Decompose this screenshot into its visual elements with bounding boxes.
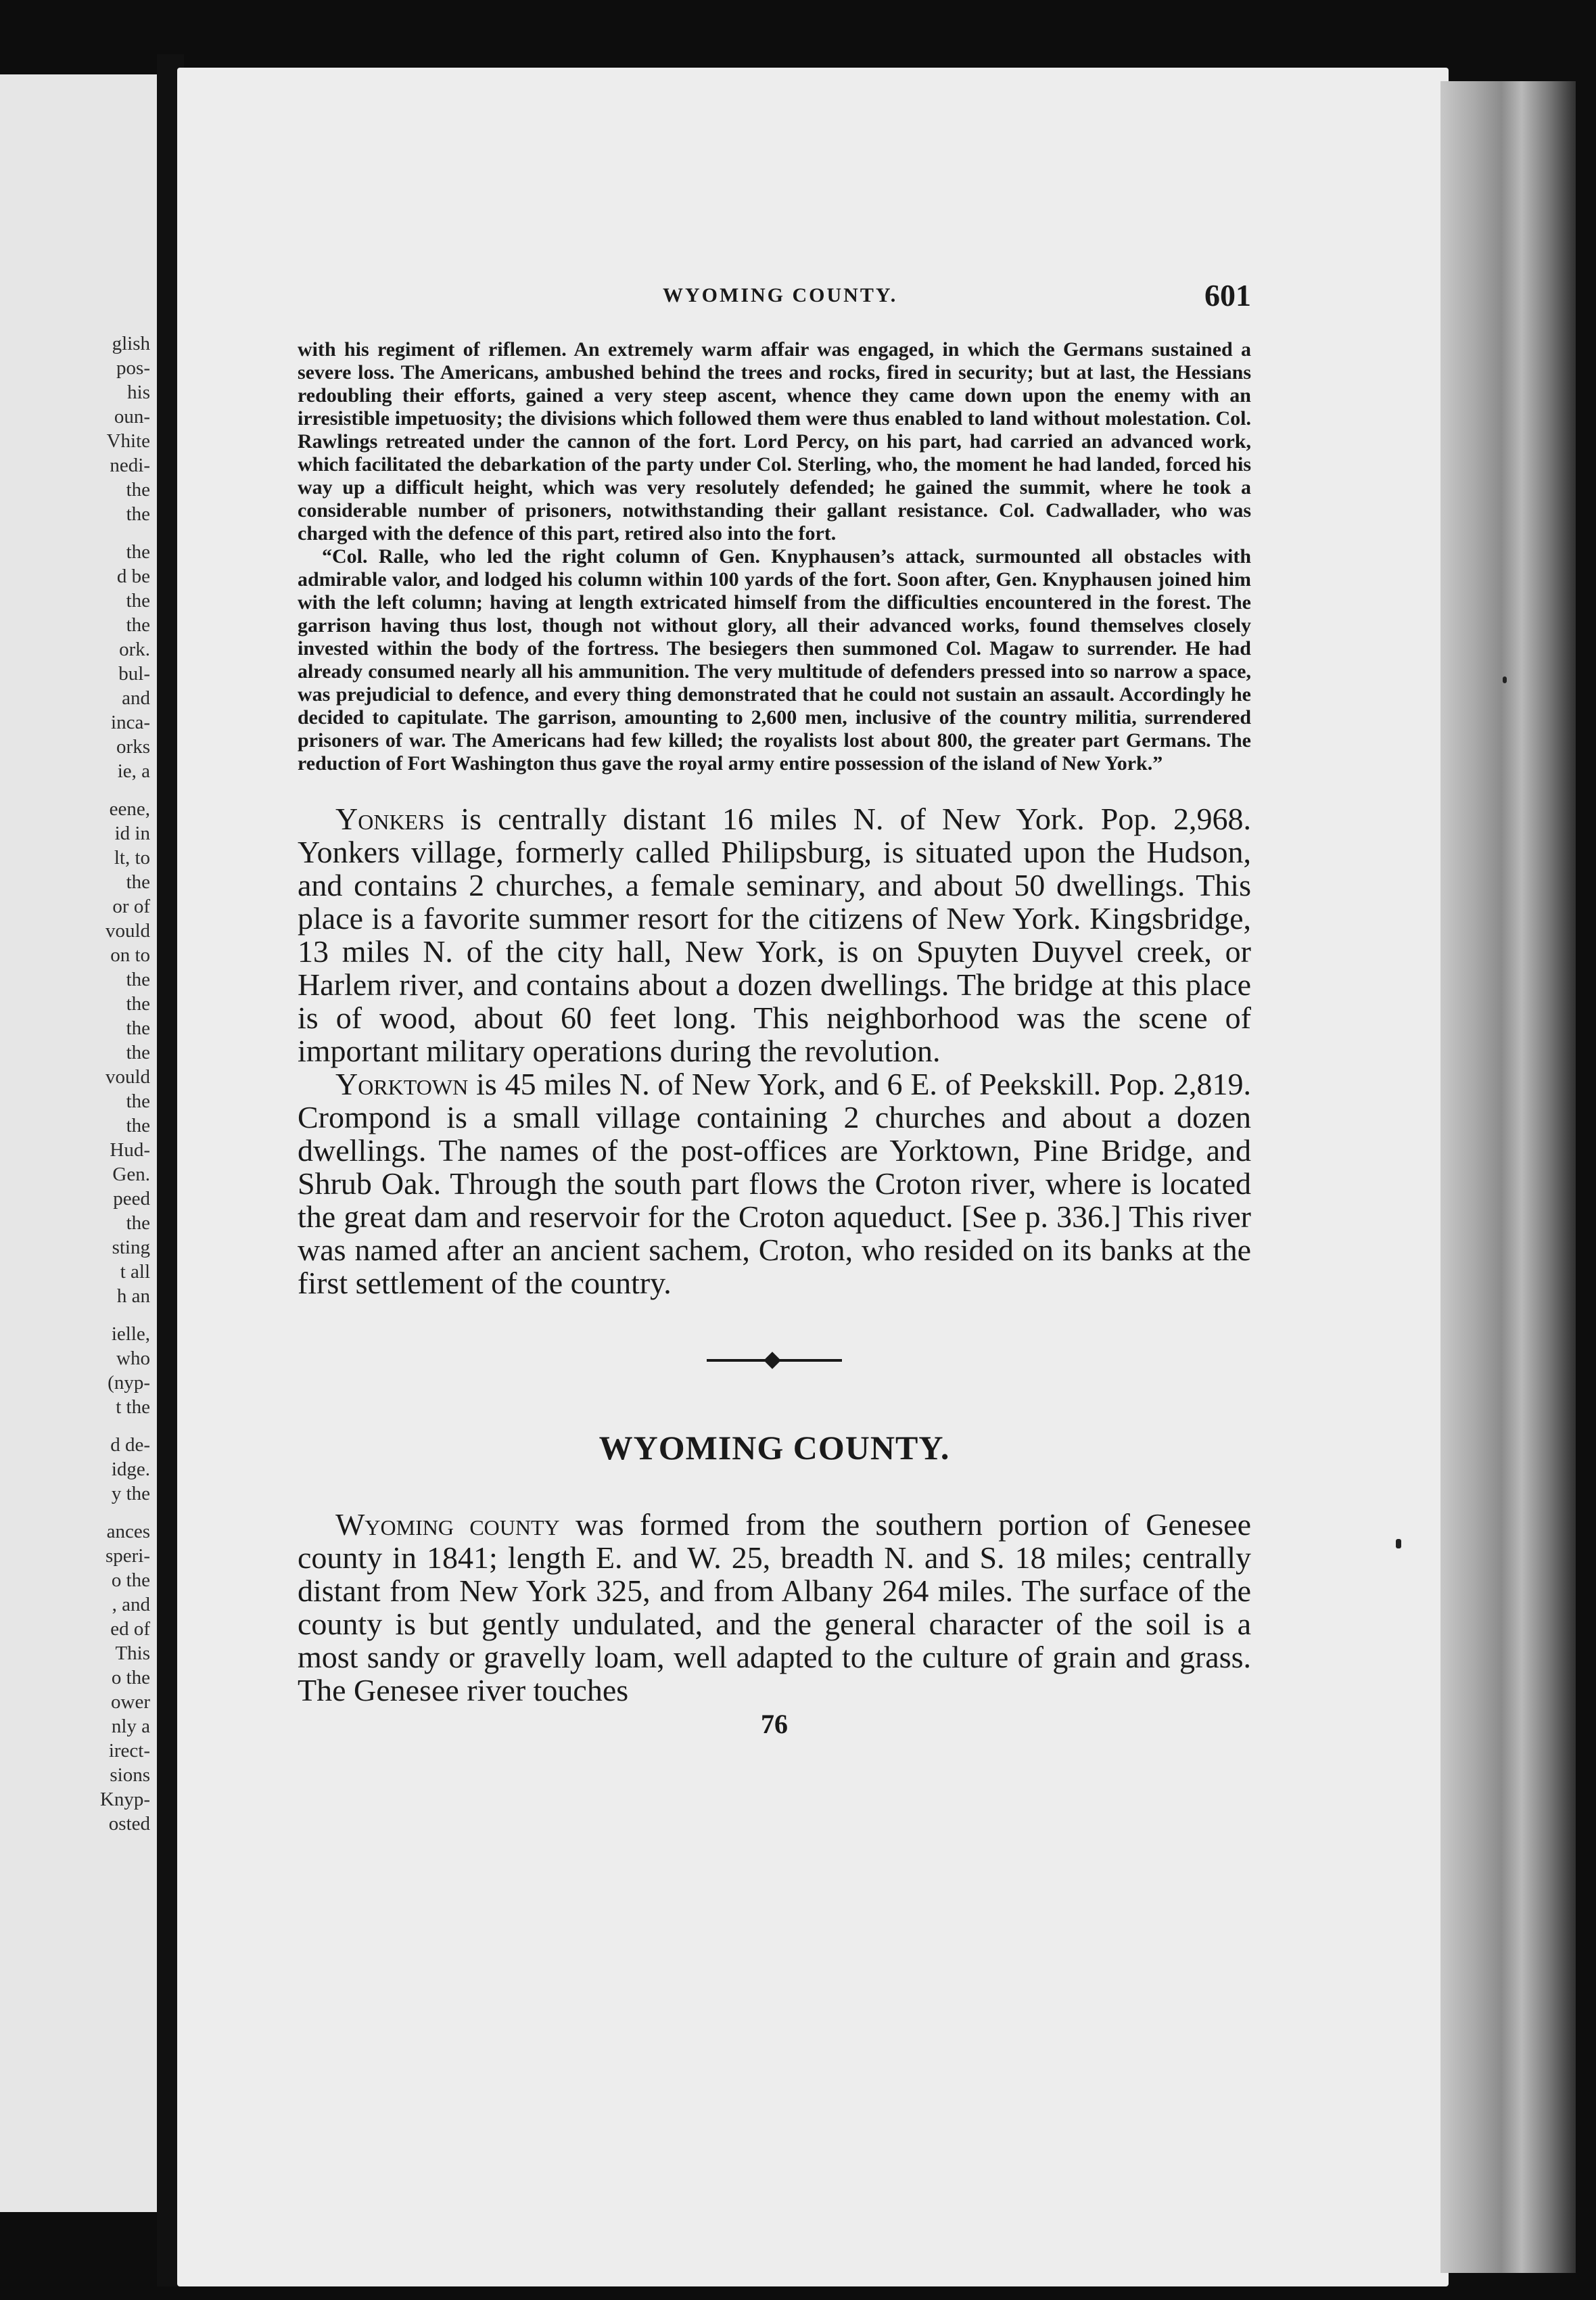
- left-page-fragment: irect-: [108, 1740, 150, 1762]
- left-page-fragment: the: [126, 1212, 150, 1234]
- left-page-fragment: the: [126, 614, 150, 636]
- left-page-fragment: the: [126, 541, 150, 563]
- left-page-fragment: vould: [105, 1066, 150, 1088]
- section-title: WYOMING COUNTY.: [598, 1429, 950, 1467]
- left-page: [0, 74, 157, 2212]
- yorktown-text: is 45 miles N. of New York, and 6 E. of Peekskill. Pop. 2,819. Crompond is a small village containing 2 churches and about a dozen dwellings. The names of the post-offices are Yorktown, Pine Bridge, and Shrub Oak. Through the south part flows the Croton river, where is located the great dam and reservoir for the Croton aqueduct. [See p. 336.] This river was named after an ancient sachem, Croton, who resided on its banks at the first settlement of the country.: [298, 1067, 1251, 1300]
- left-page-fragment: lt, to: [114, 847, 150, 869]
- quote-paragraph-2: “Col. Ralle, who led the right column of Gen. Knyphausen’s attack, surmounted all obstacles with admirable valor, and lodged his column within 100 yards of the fort. Soon after, Gen. Knyphausen joined him with the left column; having at length extricated himself from the difficulties encountered in the forest. The garrison having thus lost, though not without glory, all their advanced works, found themselves closely invested within the body of the fortress. The besiegers then summoned Col. Magaw to surrender. He had already consumed nearly all his ammunition. The very multitude of defenders pressed into so narrow a space, was prejudicial to defence, and every thing demonstrated that he could not sustain an assault. Accordingly he decided to capitulate. The garrison, amounting to 2,600 men, inclusive of the country militia, surrendered prisoners of war. The Americans had few killed; the royalists lost about 800, the greater part Germans. The reduction of Fort Washington thus gave the royal army entire possession of the island of New York.”: [298, 545, 1251, 775]
- left-page-fragment: the: [126, 590, 150, 612]
- left-page-fragment: speri-: [105, 1545, 150, 1567]
- left-page-fragment: sting: [112, 1237, 150, 1258]
- left-page-fragment: (nyp-: [108, 1372, 150, 1394]
- running-head-title: WYOMING COUNTY.: [663, 284, 898, 306]
- left-page-fragment: This: [115, 1642, 150, 1664]
- left-page-fragment: and: [122, 687, 150, 709]
- section-divider: [707, 1347, 842, 1374]
- left-page-fragment: t the: [116, 1396, 150, 1418]
- running-head: [298, 277, 1251, 325]
- wyoming-paragraph: [298, 1508, 1251, 1707]
- left-page-fragment: the: [126, 993, 150, 1015]
- signature-mark: 76: [761, 1709, 788, 1739]
- left-page-fragment: bul-: [118, 663, 150, 685]
- left-page-fragment: who: [116, 1348, 150, 1369]
- left-page-fragment: his: [127, 382, 150, 403]
- left-page-fragment: Gen.: [112, 1164, 150, 1185]
- left-page-fragment: eene,: [109, 798, 150, 820]
- left-page-fragment: the: [126, 969, 150, 990]
- yonkers-lead: Yonkers: [335, 802, 445, 836]
- left-page-fragment: ork.: [119, 639, 150, 660]
- left-page-fragment: Vhite: [106, 430, 150, 452]
- page-number: 601: [1204, 278, 1251, 313]
- left-page-fragment: the: [126, 479, 150, 501]
- left-page-fragment: , and: [112, 1594, 150, 1615]
- wyoming-text: was formed from the southern portion of Genesee county in 1841; length E. and W. 25, breadth N. and S. 18 miles; centrally distant from New York 325, and from Albany 264 miles. The surface of the county is but gently undulated, and the general character of the soil is a most sandy or gravelly loam, well adapted to the culture of grain and grass. The Genesee river touches: [298, 1507, 1252, 1707]
- left-page-fragment: t all: [120, 1261, 150, 1283]
- left-page-fragment: idge.: [111, 1458, 150, 1480]
- left-page-fragment: the: [126, 1115, 150, 1136]
- page-speck: [1396, 1539, 1401, 1548]
- page-speck: [1503, 676, 1507, 683]
- page-content: [298, 277, 1251, 1740]
- quote-paragraph-1: with his regiment of riflemen. An extremely warm affair was engaged, in which the Germans sustained a severe loss. The Americans, ambushed behind the trees and rocks, fired in security; but at last, the Hessians redoubling their efforts, gained a very steep ascent, whence they came down upon the enemy with an irresistible impetuosity; the divisions which followed them were thus enabled to land without molestation. Col. Rawlings retreated under the cannon of the fort. Lord Percy, on his part, had carried an advanced work, which facilitated the debarkation of the party under Col. Sterling, who, the moment he had landed, forced his way up a difficult height, which was very resolutely defended; he gained the summit, where he took a considerable number of prisoners, notwithstanding their gallant resistance. Col. Cadwallader, who was charged with the defence of this part, retired also into the fort.: [298, 338, 1251, 545]
- wyoming-lead: Wyoming county: [335, 1507, 560, 1542]
- left-page-fragment: the: [126, 871, 150, 893]
- left-page-fragment: inca-: [111, 712, 150, 733]
- left-page-fragment: orks: [116, 736, 150, 758]
- left-page-fragment: ielle,: [111, 1323, 150, 1345]
- left-page-fragment: ower: [111, 1691, 150, 1713]
- left-page-fragment: nedi-: [110, 455, 150, 476]
- left-page-fragment: the: [126, 1017, 150, 1039]
- left-page-fragment: the: [126, 1090, 150, 1112]
- left-page-fragment: d de-: [110, 1434, 150, 1456]
- left-page-fragment: or of: [112, 896, 150, 917]
- page-edge: [1440, 81, 1576, 2273]
- yonkers-text: is centrally distant 16 miles N. of New York. Pop. 2,968. Yonkers village, formerly called Philipsburg, is situated upon the Hudson, and contains 2 churches, a female seminary, and about 50 dwellings. This place is a favorite summer resort for the citizens of New York. Kingsbridge, 13 miles N. of the city hall, New York, is on Spuyten Duyvel creek, or Harlem river, and contains about a dozen dwellings. The bridge at this place is of wood, about 60 feet long. This neighborhood was the scene of important military operations during the revolution.: [298, 802, 1251, 1068]
- left-page-fragment: sions: [110, 1764, 150, 1786]
- left-page-fragment: peed: [113, 1188, 150, 1210]
- left-page-fragment: oun-: [114, 406, 150, 428]
- left-page-fragment: the: [126, 503, 150, 525]
- left-page-fragment: glish: [112, 333, 150, 354]
- left-page-fragment: vould: [105, 920, 150, 942]
- left-page-fragment: nly a: [111, 1716, 150, 1737]
- left-page-fragment: id in: [114, 823, 150, 844]
- left-page-fragment: o the: [111, 1667, 150, 1688]
- yorktown-paragraph: [298, 1067, 1251, 1300]
- left-page-fragment: Knyp-: [99, 1789, 150, 1810]
- left-page-fragment: h an: [116, 1285, 150, 1307]
- left-page-fragment: ances: [106, 1521, 150, 1542]
- left-page-fragment: the: [126, 1042, 150, 1063]
- left-page-fragment: Hud-: [110, 1139, 150, 1161]
- left-page-fragment: y the: [111, 1483, 150, 1504]
- left-page-fragment: on to: [110, 944, 150, 966]
- left-page-fragment: osted: [108, 1813, 150, 1835]
- left-page-fragment: d be: [116, 566, 150, 587]
- left-page-fragment: ed of: [110, 1618, 150, 1640]
- left-page-fragment: pos-: [116, 357, 150, 379]
- yorktown-lead: Yorktown: [335, 1067, 469, 1101]
- left-page-fragment: ie, a: [117, 760, 150, 782]
- yonkers-paragraph: [298, 802, 1251, 1067]
- left-page-fragment: o the: [111, 1569, 150, 1591]
